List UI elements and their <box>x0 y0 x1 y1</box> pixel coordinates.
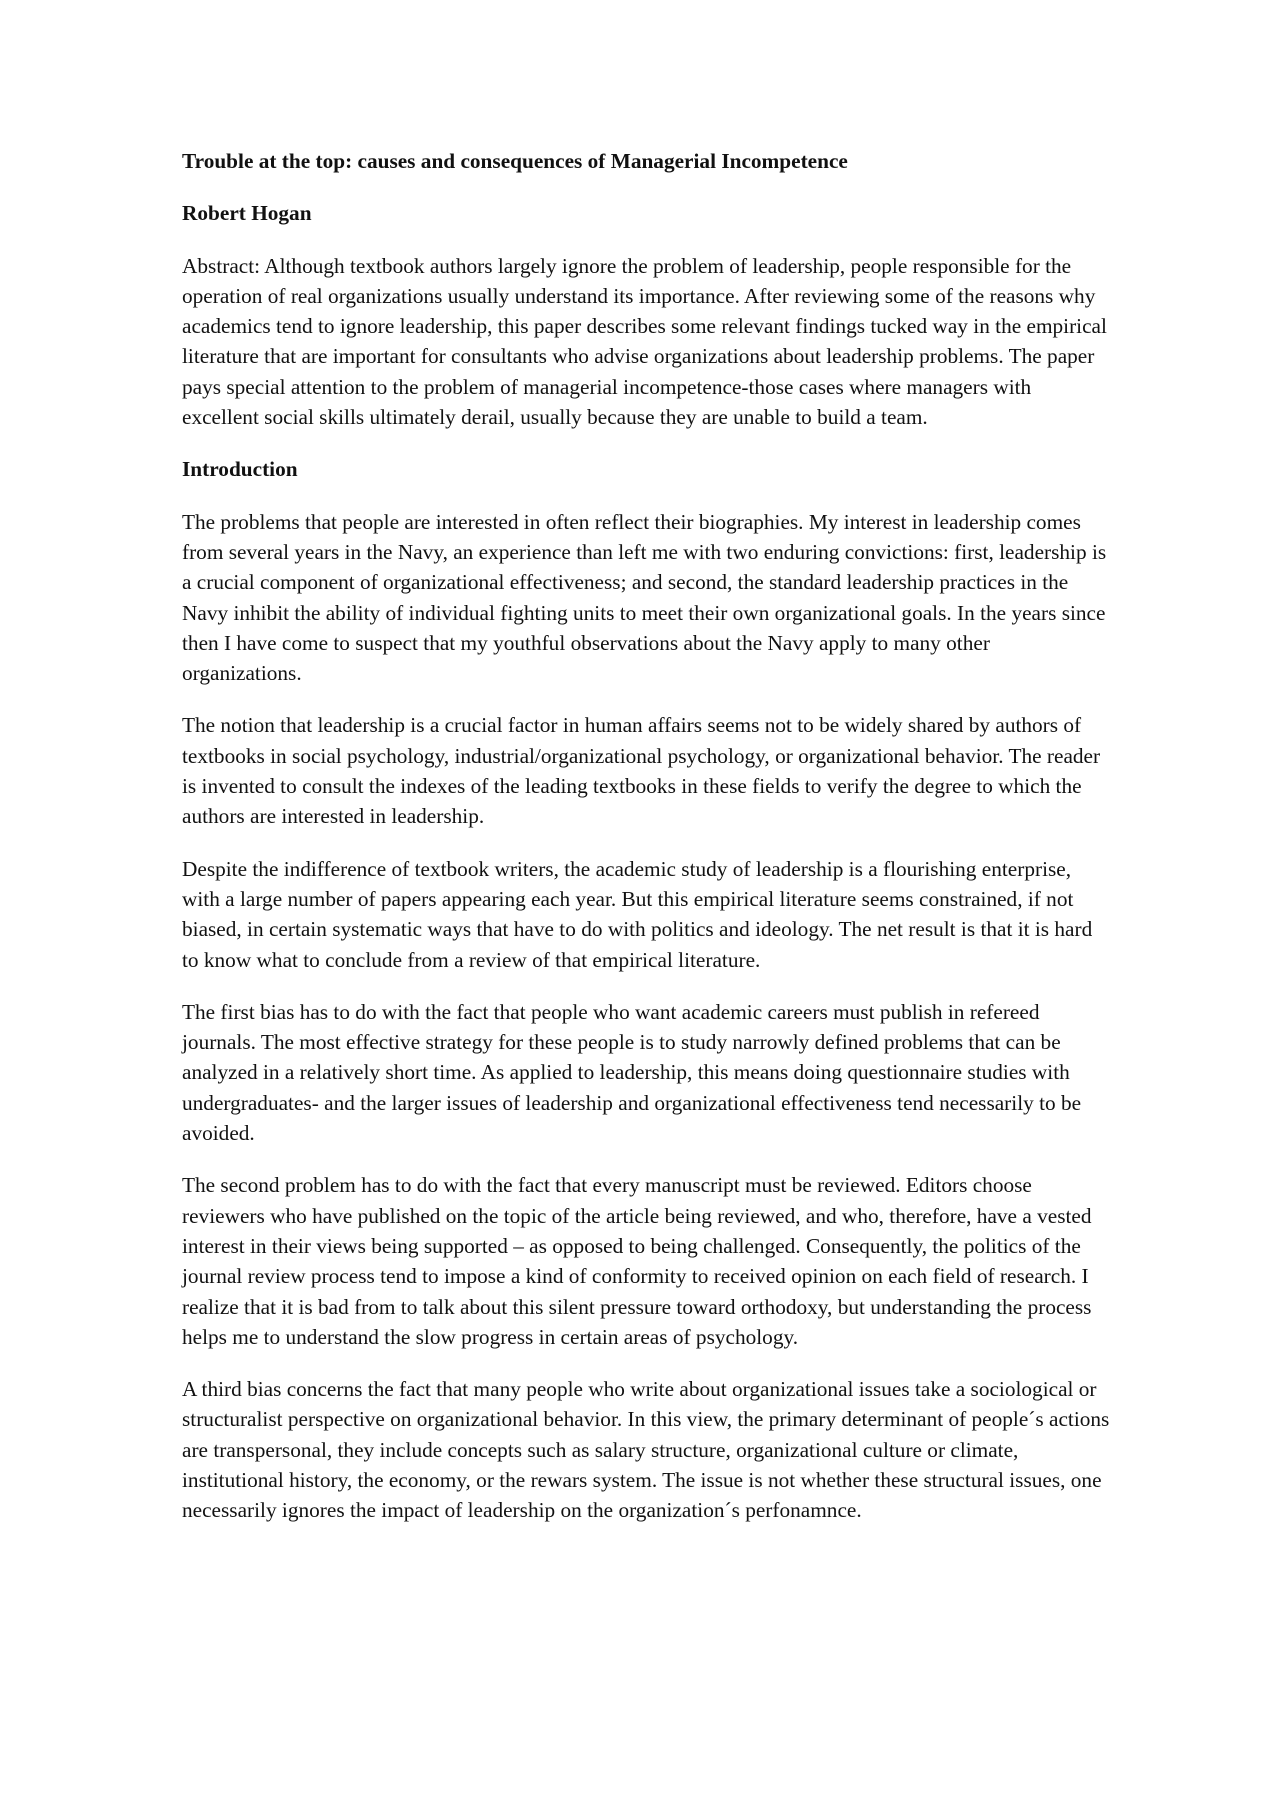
body-paragraph: A third bias concerns the fact that many people who write about organizational issues take a sociological or structuralist perspective on organizational behavior. In this view, the primary determinant of people´s actions are transpersonal, they include concepts such as salary structure, organizational culture or climate, institutional history, the economy, or the rewars system. The issue is not whether these structural issues, one necessarily ignores the impact of leadership on the organization´s perfonamnce. <box>182 1377 1110 1523</box>
document-page <box>182 146 1112 1548</box>
abstract-paragraph: Abstract: Although textbook authors largely ignore the problem of leadership, people responsible for the operation of real organizations usually understand its importance. After reviewing some of the reasons why academics tend to ignore leadership, this paper describes some relevant findings tucked way in the empirical literature that are important for consultants who advise organizations about leadership problems. The paper pays special attention to the problem of managerial incompetence-those cases where managers with excellent social skills ultimately derail, usually because they are unable to build a team. <box>182 253 1107 430</box>
section-heading-introduction: Introduction <box>182 457 298 482</box>
body-paragraph: The first bias has to do with the fact that people who want academic careers must publish in refereed journals. The most effective strategy for these people is to study narrowly defined problems that can be analyzed in a relatively short time. As applied to leadership, this means doing questionnaire studies with undergraduates- and the larger issues of leadership and organizational effectiveness tend necessarily to be avoided. <box>182 999 1082 1146</box>
body-paragraph: The second problem has to do with the fact that every manuscript must be reviewed. Editors choose reviewers who have published on the topic of the article being reviewed, and who, therefore, have a vested interest in their views being supported – as opposed to being challenged. Consequently, the politics of the journal review process tend to impose a kind of conformity to received opinion on each field of research. I realize that it is bad from to talk about this silent pressure toward orthodoxy, but understanding the process helps me to understand the slow progress in certain areas of psychology. <box>182 1173 1092 1349</box>
document-author: Robert Hogan <box>182 201 312 226</box>
body-paragraph: The problems that people are interested in often reflect their biographies. My interest in leadership comes from several years in the Navy, an experience than left me with two enduring convictions: first, leadership is a crucial component of organizational effectiveness; and second, the standard leadership practices in the Navy inhibit the ability of individual fighting units to meet their own organizational goals. In the years since then I have come to suspect that my youthful observations about the Navy apply to many other organizations. <box>182 509 1107 686</box>
document-title: Trouble at the top: causes and consequences of Managerial Incompetence <box>182 149 848 173</box>
body-paragraph: Despite the indifference of textbook writers, the academic study of leadership is a flourishing enterprise, with a large number of papers appearing each year. But this empirical literature seems constrained, if not biased, in certain systematic ways that have to do with politics and ideology. The net result is that it is hard to know what to conclude from a review of that empirical literature. <box>182 856 1093 972</box>
body-paragraph: The notion that leadership is a crucial factor in human affairs seems not to be widely shared by authors of textbooks in social psychology, industrial/organizational psychology, or organizational behavior. The reader is invented to consult the indexes of the leading textbooks in these fields to verify the degree to which the authors are interested in leadership. <box>182 713 1101 829</box>
